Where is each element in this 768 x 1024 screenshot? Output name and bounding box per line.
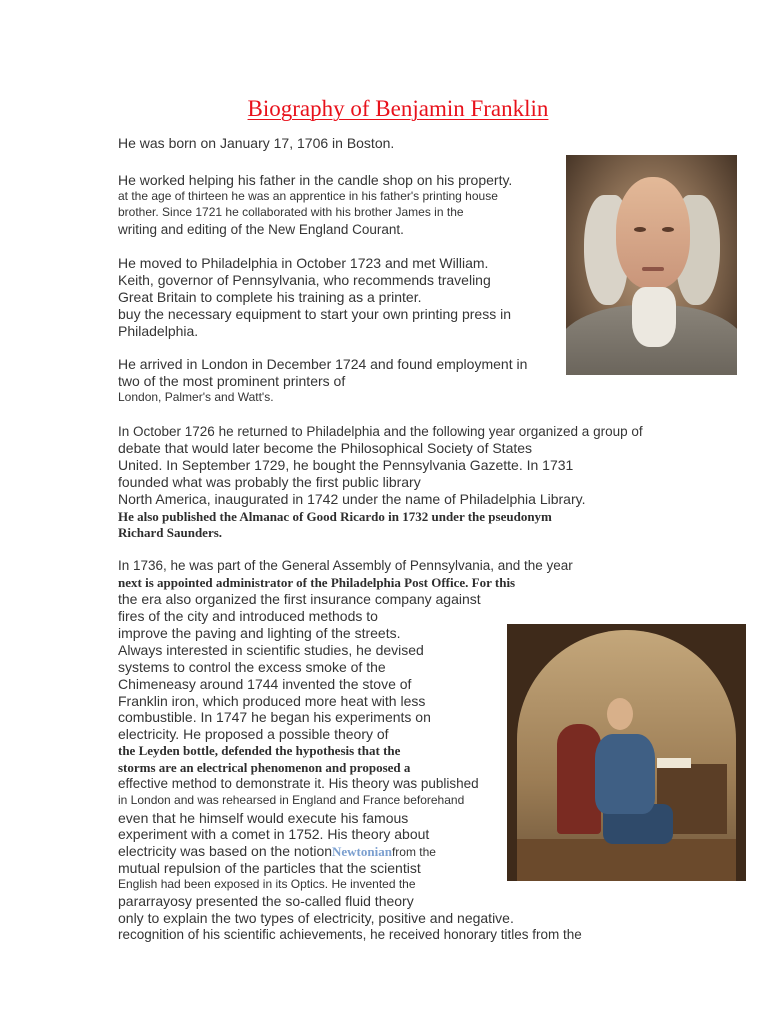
text-line: pararrayosy presented the so-called fluid theory	[118, 893, 414, 909]
text-line: brother. Since 1721 he collaborated with his brother James in the	[118, 205, 464, 219]
text-segment: electricity was based on the notion	[118, 843, 333, 859]
text-line: improve the paving and lighting of the streets.	[118, 625, 401, 641]
text-line: experiment with a comet in 1752. His theory about	[118, 826, 430, 842]
text-line: He moved to Philadelphia in October 1723 and met William.	[118, 255, 489, 271]
text-line: only to explain the two types of electricity, positive and negative.	[118, 910, 514, 926]
text-line: London, Palmer's and Watt's.	[118, 390, 274, 404]
text-line: storms are an electrical phenomenon and proposed a	[118, 760, 411, 775]
text-line: Always interested in scientific studies, he devised	[118, 642, 424, 658]
text-line: North America, inaugurated in 1742 under the name of Philadelphia Library.	[118, 491, 586, 507]
text-line: systems to control the excess smoke of the	[118, 659, 386, 675]
text-line: He worked helping his father in the candle shop on his property.	[118, 172, 513, 188]
text-line: buy the necessary equipment to start your own printing press in	[118, 306, 511, 322]
text-line: Franklin iron, which produced more heat with less	[118, 693, 426, 709]
text-line: writing and editing of the New England Courant.	[118, 222, 404, 237]
text-line: debate that would later become the Philosophical Society of States	[118, 440, 533, 456]
text-line: English had been exposed in its Optics. He invented the	[118, 877, 416, 891]
newtonian-term: Newtonian	[332, 844, 392, 859]
text-line: Great Britain to complete his training as a printer.	[118, 289, 422, 305]
text-line: Philadelphia.	[118, 323, 199, 339]
text-line: effective method to demonstrate it. His theory was published	[118, 776, 479, 791]
text-line	[118, 843, 436, 860]
text-line: fires of the city and introduced methods to	[118, 608, 378, 624]
portrait-image	[566, 155, 737, 375]
text-line: recognition of his scientific achievements, he received honorary titles from the	[118, 927, 582, 942]
text-line: In October 1726 he returned to Philadelphia and the following year organized a group of	[118, 424, 643, 439]
page-title: Biography of Benjamin Franklin	[247, 96, 549, 121]
text-line: even that he himself would execute his famous	[118, 810, 409, 826]
text-line: He was born on January 17, 1706 in Boston.	[118, 135, 395, 151]
text-line: the era also organized the first insurance company against	[118, 591, 481, 607]
text-line: next is appointed administrator of the Philadelphia Post Office. For this	[118, 575, 516, 590]
text-line: combustible. In 1747 he began his experiments on	[118, 709, 431, 725]
text-line: at the age of thirteen he was an apprentice in his father's printing house	[118, 189, 498, 203]
text-line: two of the most prominent printers of	[118, 373, 346, 389]
text-line: founded what was probably the first public library	[118, 474, 421, 490]
mural-image	[507, 624, 746, 881]
text-segment: from the	[391, 845, 436, 859]
text-line: United. In September 1729, he bought the Pennsylvania Gazette. In 1731	[118, 457, 574, 473]
text-line: Chimeneasy around 1744 invented the stove of	[118, 676, 412, 692]
text-line: electricity. He proposed a possible theory of	[118, 726, 389, 742]
text-line: In 1736, he was part of the General Assembly of Pennsylvania, and the year	[118, 558, 573, 573]
text-line: the Leyden bottle, defended the hypothesis that the	[118, 743, 401, 758]
text-line: He also published the Almanac of Good Ricardo in 1732 under the pseudonym	[118, 509, 552, 524]
text-line: He arrived in London in December 1724 and found employment in	[118, 356, 528, 372]
text-line: in London and was rehearsed in England and France beforehand	[118, 793, 465, 807]
text-line: mutual repulsion of the particles that the scientist	[118, 860, 421, 876]
text-line: Keith, governor of Pennsylvania, who recommends traveling	[118, 272, 491, 288]
text-line: Richard Saunders.	[118, 525, 223, 540]
